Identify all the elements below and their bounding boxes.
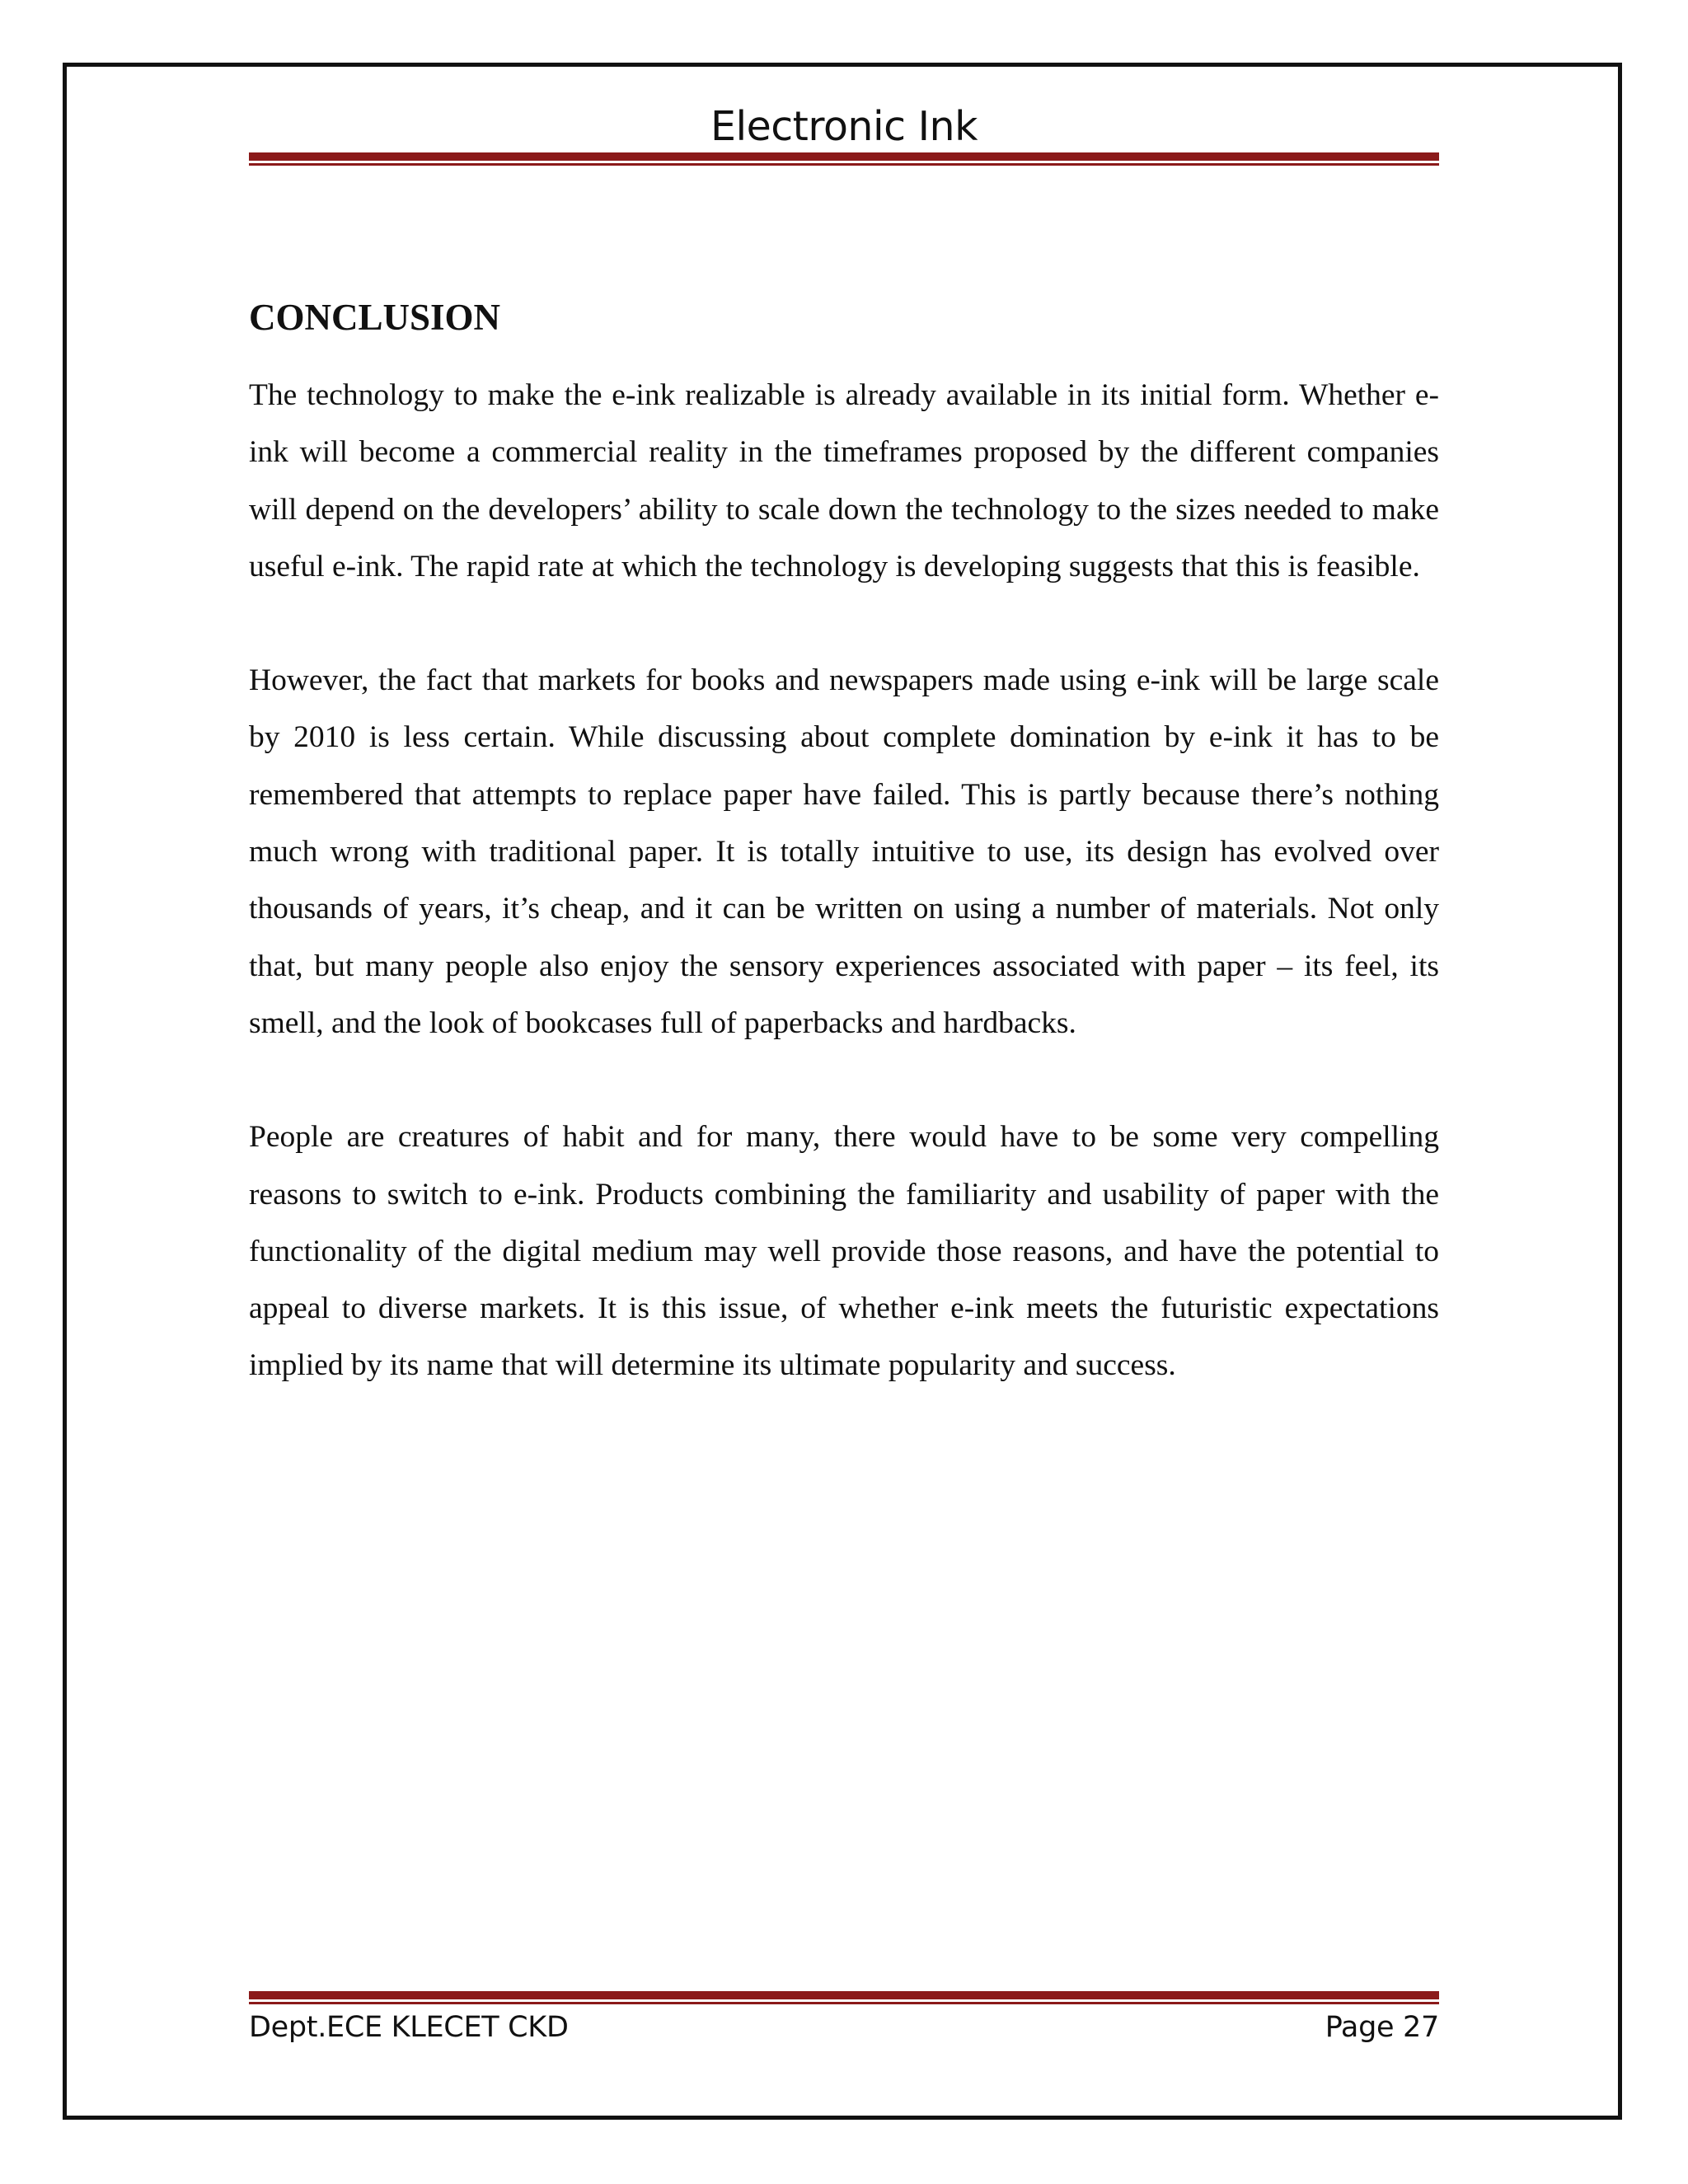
section-heading: CONCLUSION [249,297,501,338]
running-header-title: Electronic Ink [710,103,978,150]
header-rule-thick [249,152,1439,161]
paragraph-1: The technology to make the e-ink realizable is already available in its initial form. Whether e-ink will become a commercial reality in the timeframes proposed by the different companies will depend on the developers’ ability to scale down the technology to the sizes needed to make useful e-ink. The rapid rate at which the technology is developing suggests that this is feasible. [249,378,1439,583]
page-body [249,284,1439,1394]
paragraph-3: People are creatures of habit and for many, there would have to be some very compelling reasons to switch to e-ink. Products combining the familiarity and usability of paper with the functionality of the digital medium may well provide those reasons, and have the potential to appeal to diverse markets. It is this issue, of whether e-ink meets the futuristic expectations implied by its name that will determine its ultimate popularity and success. [249,1120,1439,1383]
footer-rule-thick [249,1991,1439,1999]
footer-page-number: Page 27 [1325,2011,1439,2044]
header-rule-thin [249,163,1439,166]
paragraph-2: However, the fact that markets for books and newspapers made using e-ink will be large scale by 2010 is less certain. While discussing about complete domination by e-ink it has to be remembered that attempts to replace paper have failed. This is partly because there’s nothing much wrong with traditional paper. It is totally intuitive to use, its design has evolved over thousands of years, it’s cheap, and it can be written on using a number of materials. Not only that, but many people also enjoy the sensory experiences associated with paper – its feel, its smell, and the look of bookcases full of paperbacks and hardbacks. [249,663,1439,1040]
footer-department: Dept.ECE KLECET CKD [249,2011,569,2044]
